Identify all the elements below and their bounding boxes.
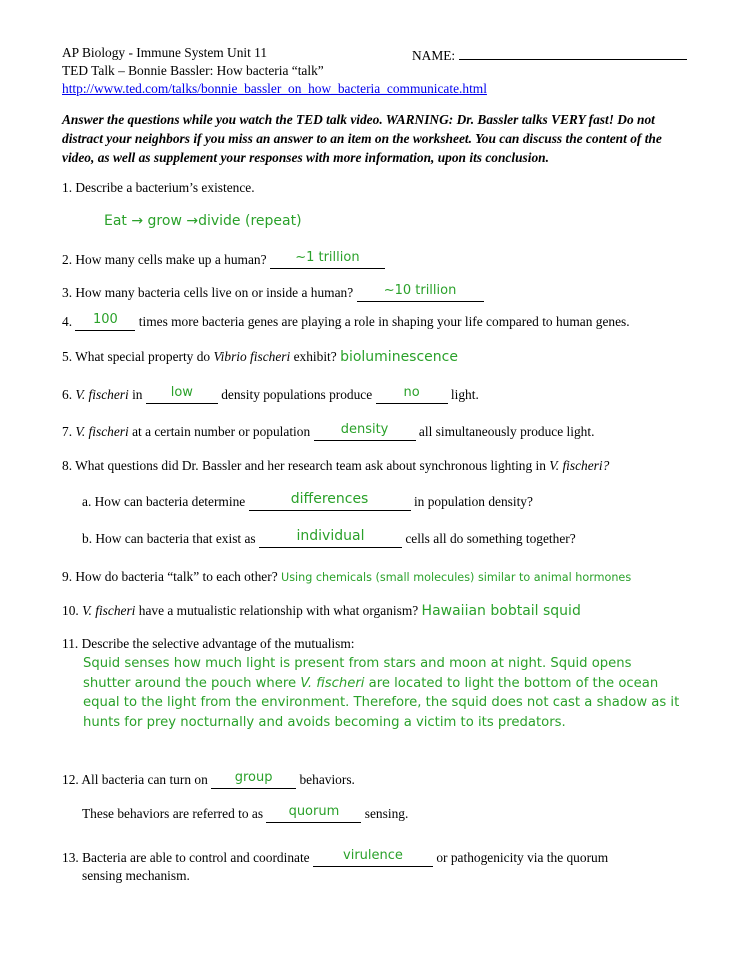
answer-3: ~10 trillion — [383, 283, 457, 298]
answer-5: bioluminescence — [340, 349, 458, 365]
question-7-number: 7. — [62, 424, 76, 439]
question-12 — [62, 772, 355, 789]
instructions: Answer the questions while you watch the TED talk video. WARNING: Dr. Bassler talks VERY fast! Do not distract your neighbors if you miss an answer to an item on the worksheet. You can discuss the content of the video, as well as supplement your responses with more information, upon its conclusion. — [62, 112, 662, 165]
question-6-text-b: density populations produce — [221, 387, 373, 402]
question-13-line2: sensing mechanism. — [82, 868, 190, 883]
name-label: NAME: — [412, 48, 456, 63]
question-4 — [62, 314, 630, 331]
question-7-species: V. fischeri — [75, 424, 129, 439]
talk-url-link[interactable]: http://www.ted.com/talks/bonnie_bassler_on_how_bacteria_communicate.html — [62, 81, 487, 96]
answer-6b-blank[interactable] — [376, 385, 448, 404]
question-6 — [62, 387, 479, 404]
question-8b-text: b. How can bacteria that exist as — [82, 531, 256, 546]
answer-7-blank[interactable] — [314, 422, 416, 441]
question-8a-text: a. How can bacteria determine — [82, 494, 246, 509]
answer-2-blank[interactable] — [270, 250, 385, 269]
question-5 — [62, 349, 458, 365]
question-1: 1. Describe a bacterium’s existence. — [62, 180, 255, 195]
answer-11-text-a: Squid senses how much light is present from stars and moon at night. Squid opens shutter around the pouch where — [83, 656, 632, 691]
answer-1: Eat → grow →divide (repeat) — [104, 213, 302, 229]
question-12-text: 12. All bacteria can turn on — [62, 772, 208, 787]
answer-4-blank[interactable] — [75, 312, 135, 331]
question-8-text: 8. What questions did Dr. Bassler and her research team ask about synchronous lighting in — [62, 458, 550, 473]
question-6-species: V. fischeri — [75, 387, 129, 402]
question-10 — [62, 603, 581, 619]
answer-6a-blank[interactable] — [146, 385, 218, 404]
name-blank[interactable] — [459, 45, 687, 60]
question-10-species: V. fischeri — [82, 603, 136, 618]
question-12b-text: These behaviors are referred to as — [82, 806, 264, 821]
question-7 — [62, 424, 594, 441]
answer-6a: low — [170, 385, 193, 400]
question-2 — [62, 252, 385, 269]
answer-7: density — [340, 422, 389, 437]
answer-11 — [83, 654, 683, 732]
question-13-text: 13. Bacteria are able to control and coordinate — [62, 850, 310, 865]
question-12b — [82, 806, 408, 823]
question-5-species: Vibrio fischeri — [213, 349, 291, 364]
question-8a-suffix: in population density? — [413, 494, 533, 509]
answer-12: group — [234, 770, 273, 785]
question-8b — [82, 528, 576, 548]
question-3 — [62, 285, 484, 302]
talk-subtitle: TED Talk – Bonnie Bassler: How bacteria “talk” — [62, 63, 324, 78]
question-7-text-b: all simultaneously produce light. — [418, 424, 595, 439]
question-7-text-a: at a certain number or population — [128, 424, 311, 439]
answer-12-blank[interactable] — [211, 770, 296, 789]
question-9 — [62, 569, 631, 585]
question-9-text: 9. How do bacteria “talk” to each other? — [62, 569, 278, 584]
answer-11-species: V. fischeri — [300, 675, 365, 691]
question-13 — [62, 850, 608, 867]
answer-10: Hawaiian bobtail squid — [421, 603, 581, 619]
question-8a — [82, 491, 533, 511]
answer-8b-blank[interactable] — [259, 528, 402, 548]
question-10-number: 10. — [62, 603, 83, 618]
question-5-text-b: exhibit? — [290, 349, 337, 364]
question-6-text-a: in — [128, 387, 143, 402]
question-6-number: 6. — [62, 387, 76, 402]
answer-4: 100 — [92, 312, 118, 327]
answer-9: Using chemicals (small molecules) similar to animal hormones — [281, 571, 632, 584]
question-3-text: 3. How many bacteria cells live on or inside a human? — [62, 285, 354, 300]
course-title: AP Biology - Immune System Unit 11 — [62, 45, 268, 60]
question-8-species: V. fischeri? — [549, 458, 610, 473]
answer-11-text-b: are located to light the bottom of the ocean equal to the light from the environment. Therefore, the squid does not cast a shadow as it hunts for prey nocturnally and avoids becoming a victim to its predators. — [83, 675, 680, 730]
answer-8b: individual — [296, 528, 365, 544]
question-12-suffix: behaviors. — [299, 772, 355, 787]
question-4-text: times more bacteria genes are playing a role in shaping your life compared to human genes. — [138, 314, 630, 329]
answer-6b: no — [403, 385, 420, 400]
answer-8a: differences — [290, 491, 369, 507]
answer-3-blank[interactable] — [357, 283, 484, 302]
question-13-suffix: or pathogenicity via the quorum — [436, 850, 609, 865]
question-8b-suffix: cells all do something together? — [405, 531, 576, 546]
question-6-text-c: light. — [450, 387, 479, 402]
name-field[interactable] — [412, 45, 687, 64]
answer-2: ~1 trillion — [295, 250, 360, 265]
question-5-text-a: 5. What special property do — [62, 349, 214, 364]
answer-12b-blank[interactable] — [266, 804, 361, 823]
question-8 — [62, 458, 609, 474]
question-11: 11. Describe the selective advantage of the mutualism: — [62, 636, 355, 651]
question-12b-suffix: sensing. — [364, 806, 409, 821]
answer-13-blank[interactable] — [313, 848, 433, 867]
answer-12b: quorum — [288, 804, 340, 819]
question-2-text: 2. How many cells make up a human? — [62, 252, 267, 267]
question-4-number: 4. — [62, 314, 73, 329]
answer-13: virulence — [343, 848, 403, 863]
question-10-text: have a mutualistic relationship with what organism? — [135, 603, 419, 618]
answer-8a-blank[interactable] — [249, 491, 411, 511]
